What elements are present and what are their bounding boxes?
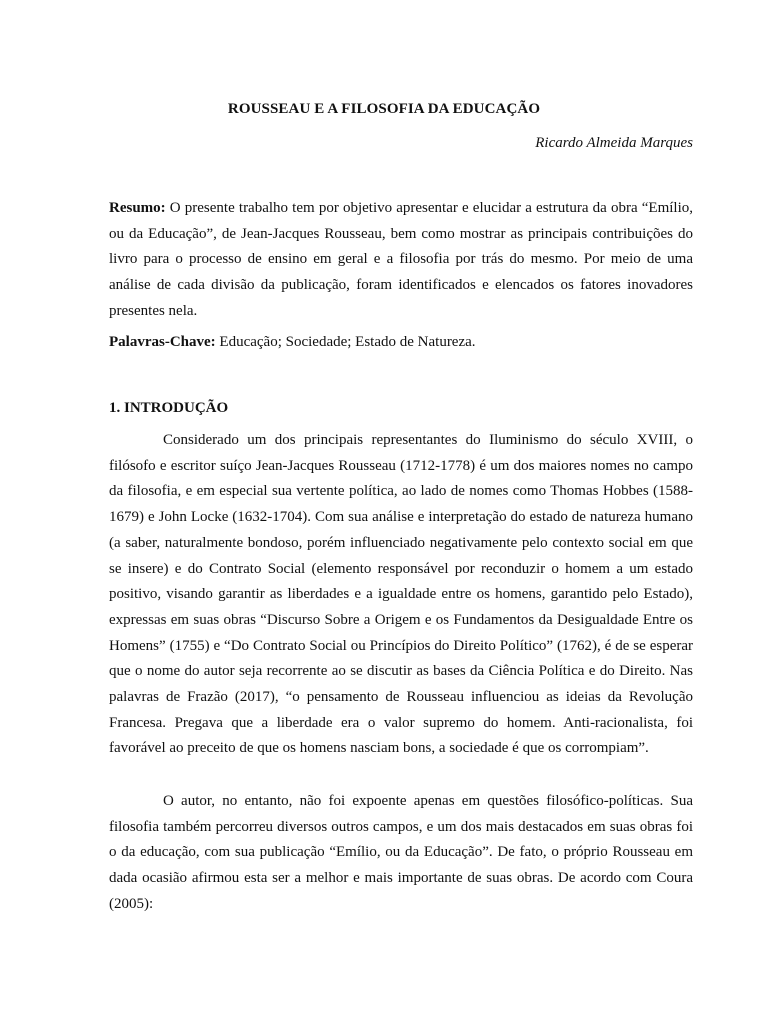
paragraph: O autor, no entanto, não foi expoente apenas em questões filosófico-políticas. Sua filosofia também percorreu diversos outros campos, e um dos mais destacados em suas obras foi o da educação, com sua publicação “Emílio, ou da Educação”. De fato, o próprio Rousseau em dada ocasião afirmou esta ser a melhor e mais importante de suas obras. De acordo com Coura (2005): [109, 793, 693, 912]
abstract-label: Resumo: [109, 200, 166, 216]
document-title: ROUSSEAU E A FILOSOFIA DA EDUCAÇÃO [227, 101, 541, 117]
keywords-label: Palavras-Chave: [109, 334, 216, 350]
abstract [109, 196, 693, 325]
keywords-text: Educação; Sociedade; Estado de Natureza. [215, 334, 476, 350]
document-author: Ricardo Almeida Marques [535, 135, 693, 151]
abstract-text: O presente trabalho tem por objetivo apresentar e elucidar a estrutura da obra “Emílio, ou da Educação”, de Jean-Jacques Rousseau, bem como mostrar as principais contribuições do livro para o processo de ensino em geral e a filosofia por trás do mesmo. Por meio de uma análise de cada divisão da publicação, foram identificados e elencados os fatores inovadores presentes nela. [109, 200, 693, 319]
section-heading: 1. INTRODUÇÃO [109, 400, 229, 416]
keywords [109, 330, 693, 356]
paragraph: Considerado um dos principais representantes do Iluminismo do século XVIII, o filósofo e escritor suíço Jean-Jacques Rousseau (1712-1778) é um dos maiores nomes no campo da filosofia, e em especial sua vertente política, ao lado de nomes como Thomas Hobbes (1588-1679) e John Locke (1632-1704). Com sua análise e interpretação do estado de natureza humano (a saber, naturalmente bondoso, porém influenciado negativamente pelo contexto social em que se insere) e do Contrato Social (elemento responsável por reconduzir o homem a um estado positivo, visando garantir as liberdades e a igualdade entre os homens, garantido pelo Estado), expressas em suas obras “Discurso Sobre a Origem e os Fundamentos da Desigualdade Entre os Homens” (1755) e “Do Contrato Social ou Princípios do Direito Político” (1762), é de se esperar que o nome do autor seja recorrente ao se discutir as bases da Ciência Política e do Direito. Nas palavras de Frazão (2017), “o pensamento de Rousseau influenciou as ideias da Revolução Francesa. Pregava que a liberdade era o valor supremo do homem. Anti-racionalista, foi favorável ao preceito de que os homens nasciam bons, a sociedade é que os corrompiam”. [109, 432, 693, 757]
